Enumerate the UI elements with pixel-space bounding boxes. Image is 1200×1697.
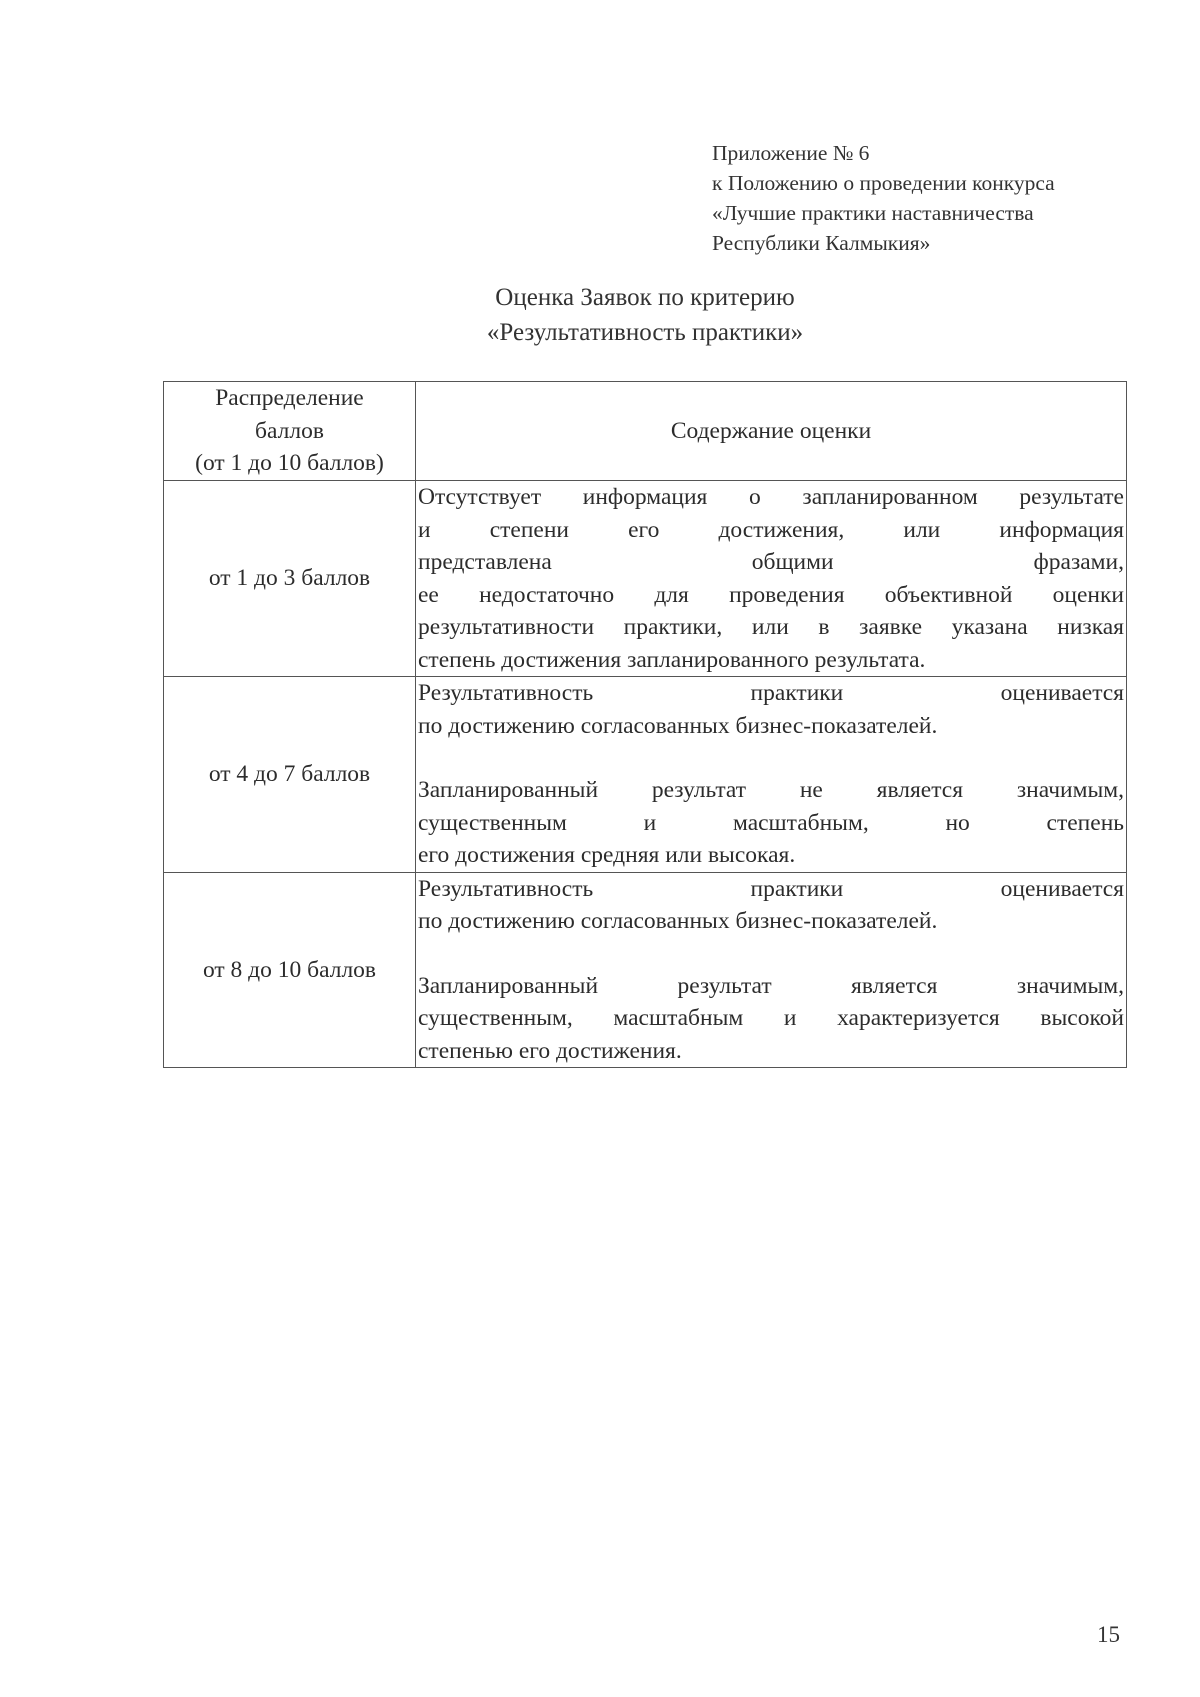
content-cell <box>416 872 1127 1068</box>
title-line: Оценка Заявок по критерию <box>495 284 795 311</box>
table-row <box>164 677 1127 873</box>
content-line: и степени его достижения, или информация <box>418 516 1124 543</box>
content-line: Результативность практики оценивается <box>418 680 1124 706</box>
content-line: ее недостаточно для проведения объективной оценки <box>418 581 1124 608</box>
appendix-line: к Положению о проведении конкурса <box>712 171 1055 195</box>
content-line: представлена общими фразами, <box>418 549 1124 575</box>
points-cell: от 8 до 10 баллов <box>164 872 416 1068</box>
page-number: 15 <box>1097 1622 1120 1647</box>
points-cell: от 4 до 7 баллов <box>164 677 416 873</box>
points-cell: от 1 до 3 баллов <box>164 481 416 677</box>
header-line: Распределение <box>215 385 364 412</box>
content-line: существенным, масштабным и характеризуется высокой <box>418 1005 1124 1031</box>
content-line: Результативность практики оценивается <box>418 875 1124 902</box>
appendix-line: Приложение № 6 <box>712 141 870 165</box>
content-line: степенью его достижения. <box>418 1037 682 1064</box>
content-cell <box>416 677 1127 873</box>
content-line: по достижению согласованных бизнес-показателей. <box>418 908 938 934</box>
title-line: «Результативность практики» <box>486 319 804 346</box>
content-line: результативности практики, или в заявке указана низкая <box>418 614 1124 640</box>
header-line: (от 1 до 10 баллов) <box>195 450 384 477</box>
content-line: степень достижения запланированного результата. <box>418 646 926 673</box>
content-line: по достижению согласованных бизнес-показателей. <box>418 712 938 739</box>
criteria-table <box>163 381 1127 1068</box>
content-line: существенным и масштабным, но степень <box>418 809 1124 836</box>
header-line: баллов <box>255 417 324 444</box>
appendix-header <box>712 138 1055 258</box>
table-row <box>164 872 1127 1068</box>
content-line: Запланированный результат является значимым, <box>418 972 1124 999</box>
content-line: Запланированный результат не является значимым, <box>418 777 1124 803</box>
table-row <box>164 481 1127 677</box>
content-line: Отсутствует информация о запланированном результате <box>418 484 1124 510</box>
table-header-row <box>164 382 1127 481</box>
points-column-header <box>164 382 416 481</box>
content-cell <box>416 481 1127 677</box>
content-column-header: Содержание оценки <box>416 382 1127 481</box>
appendix-line: Республики Калмыкия» <box>712 231 931 255</box>
document-title <box>0 280 1200 350</box>
content-line: его достижения средняя или высокая. <box>418 842 796 868</box>
appendix-line: «Лучшие практики наставничества <box>712 201 1034 225</box>
